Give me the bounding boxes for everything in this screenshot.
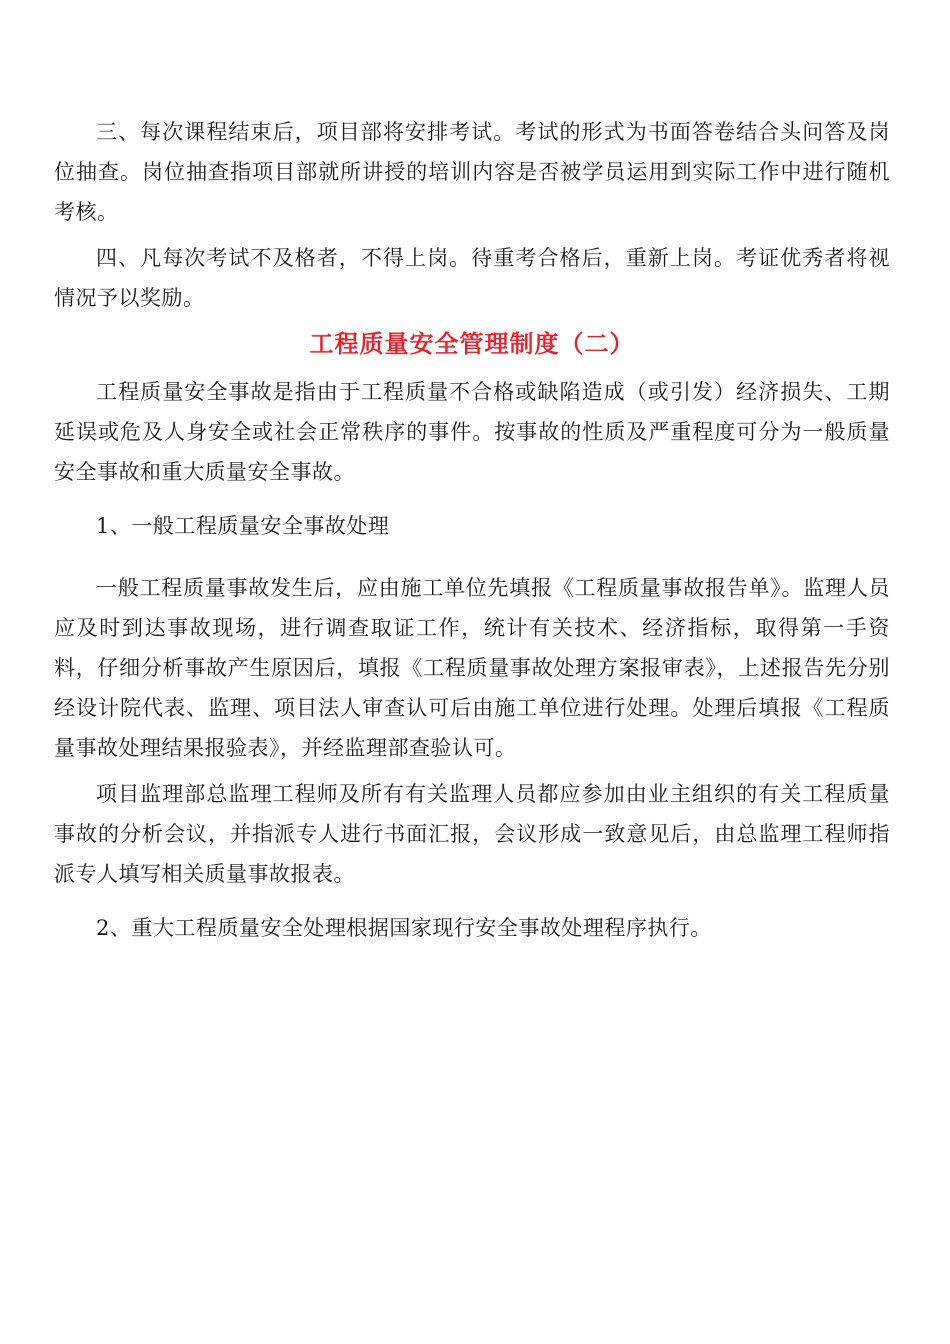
paragraph-general-accident-procedure: 一般工程质量事故发生后，应由施工单位先填报《工程质量事故报告单》。监理人员应及时到达事故现场，进行调查取证工作，统计有关技术、经济指标，取得第一手资料，仔细分析事故产生原因后，填报《工程质量事故处理方案报审表》，上述报告先分别经设计院代表、监理、项目法人审查认可后由施工单位进行处理。处理后填报《工程质量事故处理结果报验表》，并经监理部查验认可。 — [54, 576, 890, 760]
paragraph-exam-failure: 四、凡每次考试不及格者，不得上岗。待重考合格后，重新上岗。考证优秀者将视情况予以奖励。 — [54, 246, 890, 310]
section-title: 工程质量安全管理制度（二） — [309, 329, 635, 358]
paragraph-accident-definition: 工程质量安全事故是指由于工程质量不合格或缺陷造成（或引发）经济损失、工期延误或危及人身安全或社会正常秩序的事件。按事故的性质及严重程度可分为一般质量安全事故和重大质量安全事故。 — [54, 380, 890, 484]
heading-general-accident: 1、一般工程质量安全事故处理 — [96, 514, 390, 538]
paragraph-exam-arrangement: 三、每次课程结束后，项目部将安排考试。考试的形式为书面答卷结合头问答及岗位抽查。岗位抽查指项目部就所讲授的培训内容是否被学员运用到实际工作中进行随机考核。 — [54, 120, 890, 224]
document-body — [54, 112, 890, 948]
paragraph-analysis-meeting: 项目监理部总监理工程师及所有有关监理人员都应参加由业主组织的有关工程质量事故的分析会议，并指派专人进行书面汇报，会议形成一致意见后，由总监理工程师指派专人填写相关质量事故报表。 — [54, 782, 890, 886]
heading-major-accident: 2、重大工程质量安全处理根据国家现行安全事故处理程序执行。 — [96, 916, 712, 940]
